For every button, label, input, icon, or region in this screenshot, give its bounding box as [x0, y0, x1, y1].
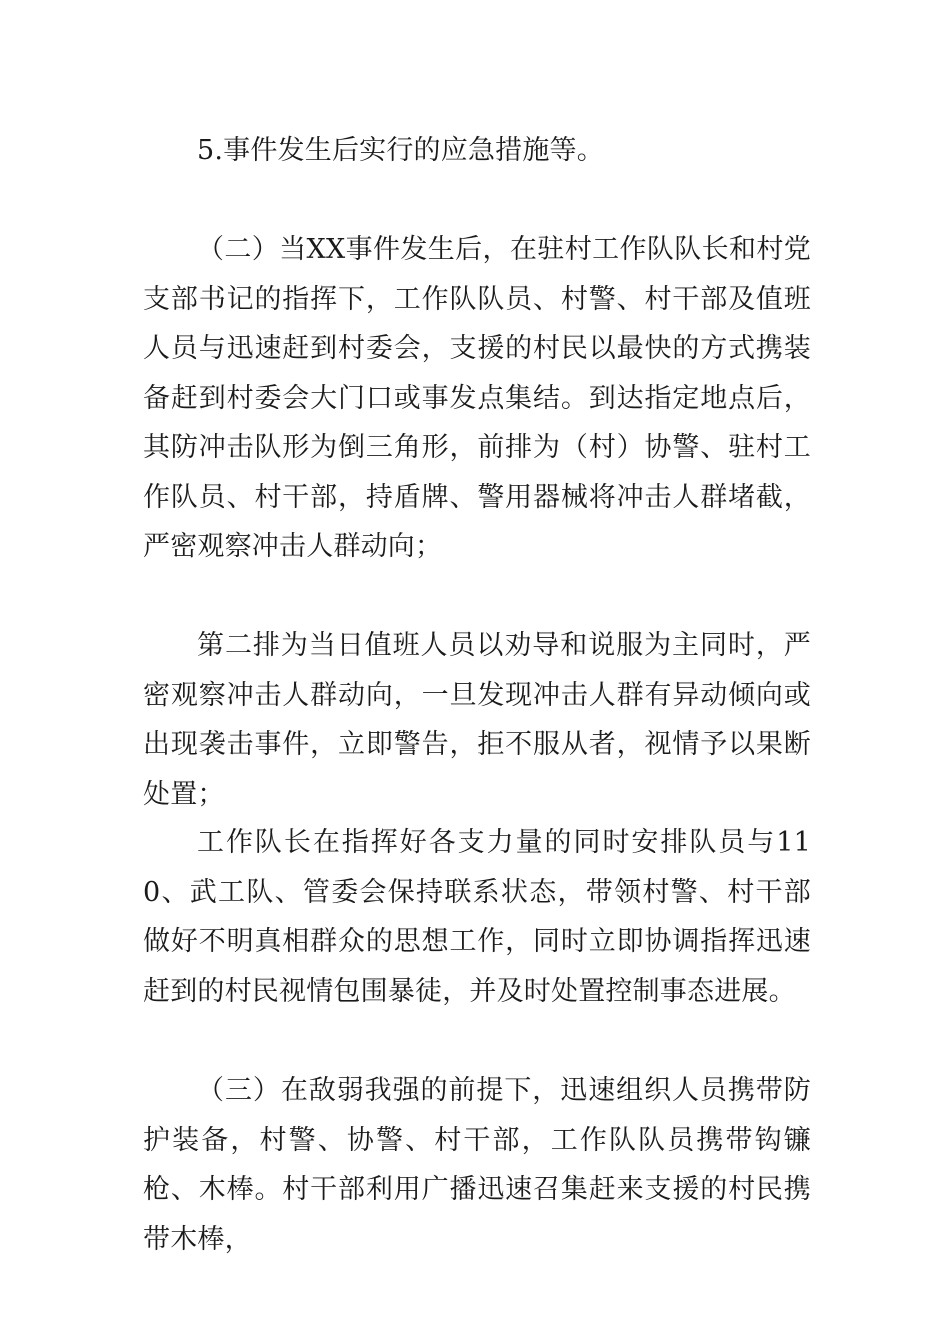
paragraph-section-three: （三）在敌弱我强的前提下，迅速组织人员携带防护装备，村警、协警、村干部，工作队队员携带钩镰枪、木棒。村干部利用广播迅速召集赶来支援的村民携带木棒， [143, 1075, 811, 1255]
paragraph-emergency-measures-item: 5.事件发生后实行的应急措施等。 [197, 135, 604, 166]
paragraph-second-row: 第二排为当日值班人员以劝导和说服为主同时，严密观察冲击人群动向，一旦发现冲击人群有异动倾向或出现袭击事件，立即警告，拒不服从者，视情予以果断处置； [143, 630, 811, 810]
paragraph-team-leader: 工作队长在指挥好各支力量的同时安排队员与110、武工队、管委会保持联系状态，带领村警、村干部做好不明真相群众的思想工作，同时立即协调指挥迅速赶到的村民视情包围暴徒，并及时处置控制事态进展。 [143, 827, 811, 1007]
paragraph-section-two: （二）当XX事件发生后，在驻村工作队队长和村党支部书记的指挥下，工作队队员、村警、村干部及值班人员与迅速赶到村委会，支援的村民以最快的方式携装备赶到村委会大门口或事发点集结。到达指定地点后，其防冲击队形为倒三角形，前排为（村）协警、驻村工作队员、村干部，持盾牌、警用器械将冲击人群堵截，严密观察冲击人群动向； [143, 234, 811, 562]
